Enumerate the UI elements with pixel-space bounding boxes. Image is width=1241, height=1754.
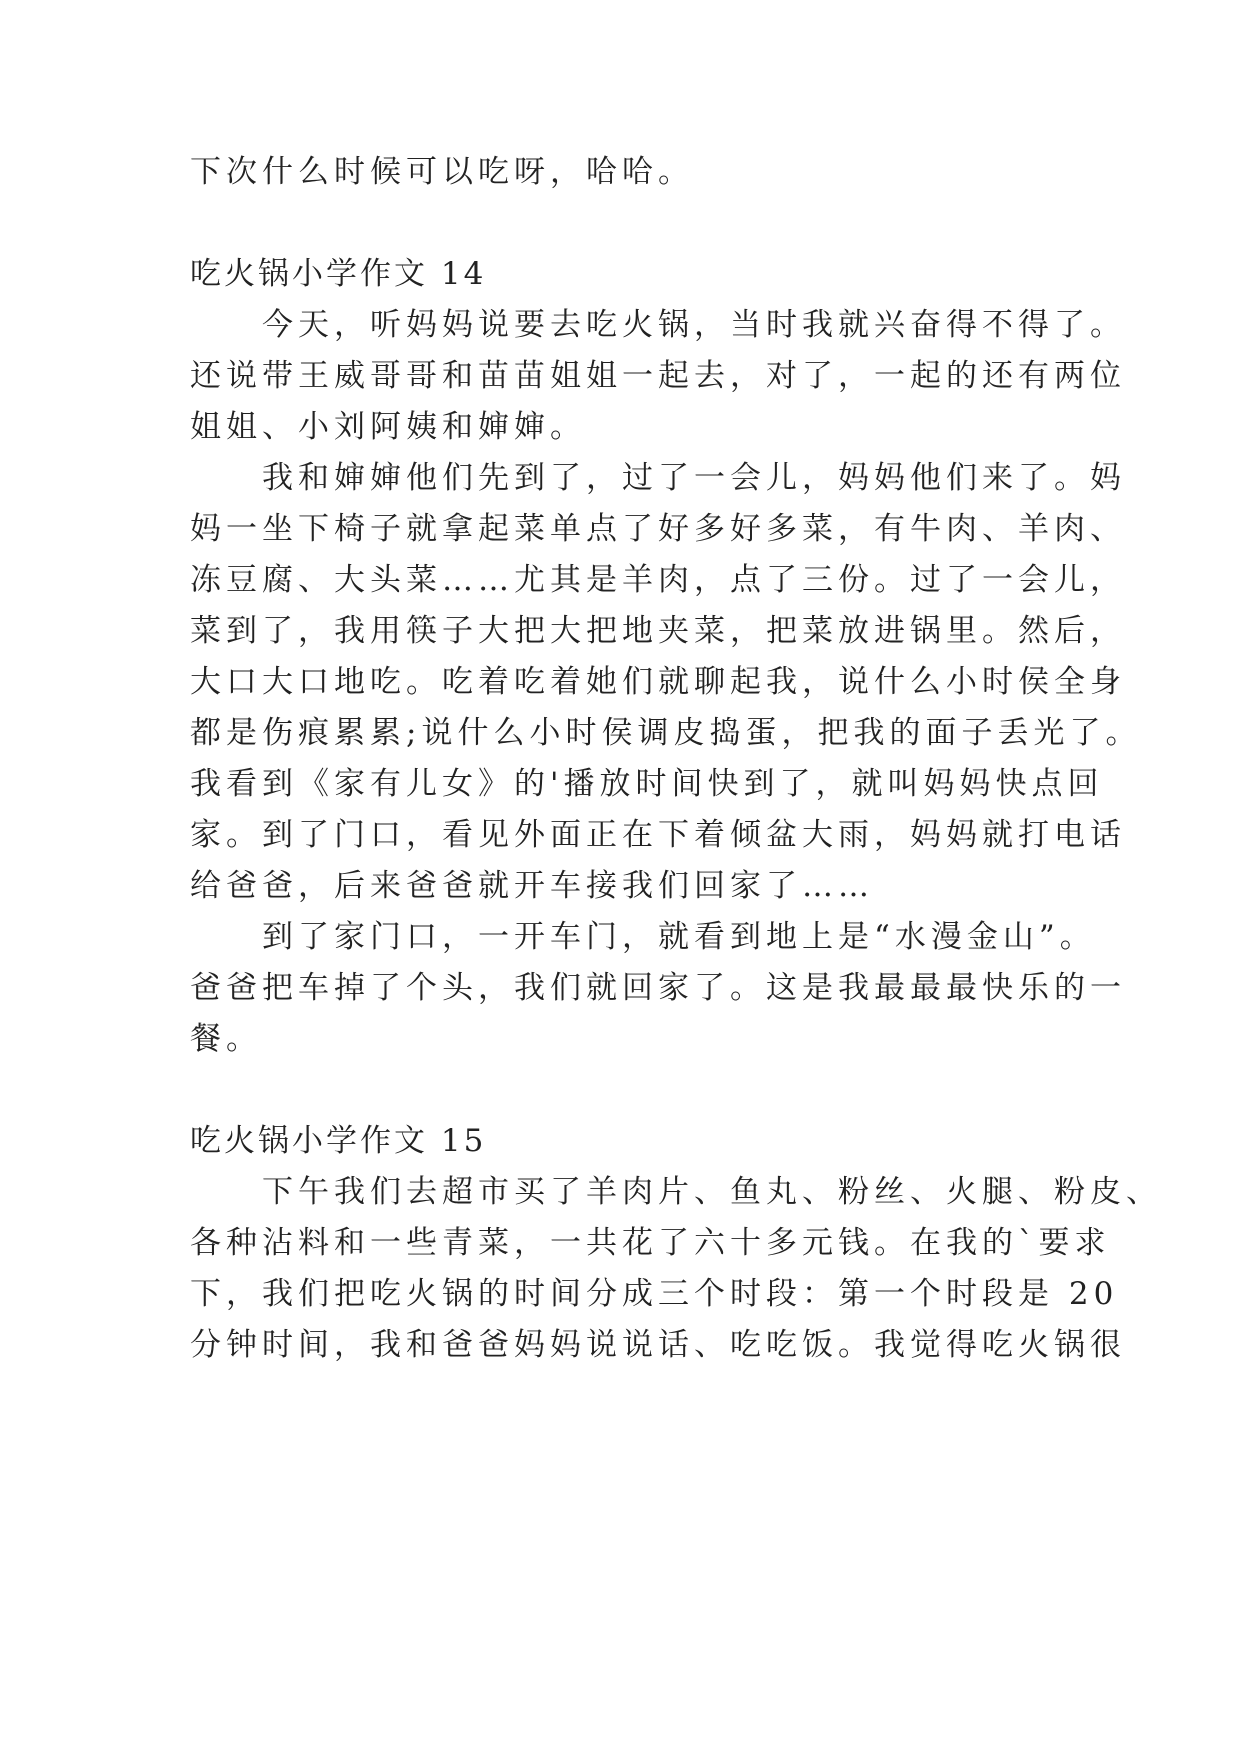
essay-14-title: 吃火锅小学作文 14 [190,256,487,292]
text-line: 下午我们去超市买了羊肉片、鱼丸、粉丝、火腿、粉皮、 [190,1174,1162,1210]
text-line: 还说带王威哥哥和苗苗姐姐一起去，对了，一起的还有两位 [190,358,1126,394]
text-line: 分钟时间，我和爸爸妈妈说说话、吃吃饭。我觉得吃火锅很 [190,1327,1126,1363]
text-line: 妈一坐下椅子就拿起菜单点了好多好多菜，有牛肉、羊肉、 [190,511,1126,547]
essay-15-title: 吃火锅小学作文 15 [190,1123,487,1159]
text-line: 餐。 [190,1021,262,1057]
text-line: 各种沾料和一些青菜，一共花了六十多元钱。在我的`要求 [190,1225,1111,1261]
text-line: 菜到了，我用筷子大把大把地夹菜，把菜放进锅里。然后， [190,613,1126,649]
text-line: 我和婶婶他们先到了，过了一会儿，妈妈他们来了。妈 [190,460,1126,496]
text-line: 我看到《家有儿女》的'播放时间快到了，就叫妈妈快点回 [190,766,1104,802]
text-line: 冻豆腐、大头菜……尤其是羊肉，点了三份。过了一会儿， [190,562,1126,598]
text-line: 下，我们把吃火锅的时间分成三个时段：第一个时段是 20 [190,1276,1119,1312]
text-line: 今天，听妈妈说要去吃火锅，当时我就兴奋得不得了。 [190,307,1126,343]
text-line: 到了家门口，一开车门，就看到地上是“水漫金山”。 [190,919,1096,955]
text-line: 家。到了门口，看见外面正在下着倾盆大雨，妈妈就打电话 [190,817,1126,853]
text-line: 下次什么时候可以吃呀，哈哈。 [190,154,694,190]
text-line: 都是伤痕累累;说什么小时侯调皮捣蛋，把我的面子丢光了。 [190,715,1142,751]
text-line: 给爸爸，后来爸爸就开车接我们回家了…… [190,868,874,904]
text-line: 爸爸把车掉了个头，我们就回家了。这是我最最最快乐的一 [190,970,1126,1006]
text-line: 大口大口地吃。吃着吃着她们就聊起我，说什么小时侯全身 [190,664,1126,700]
text-line: 姐姐、小刘阿姨和婶婶。 [190,409,586,445]
